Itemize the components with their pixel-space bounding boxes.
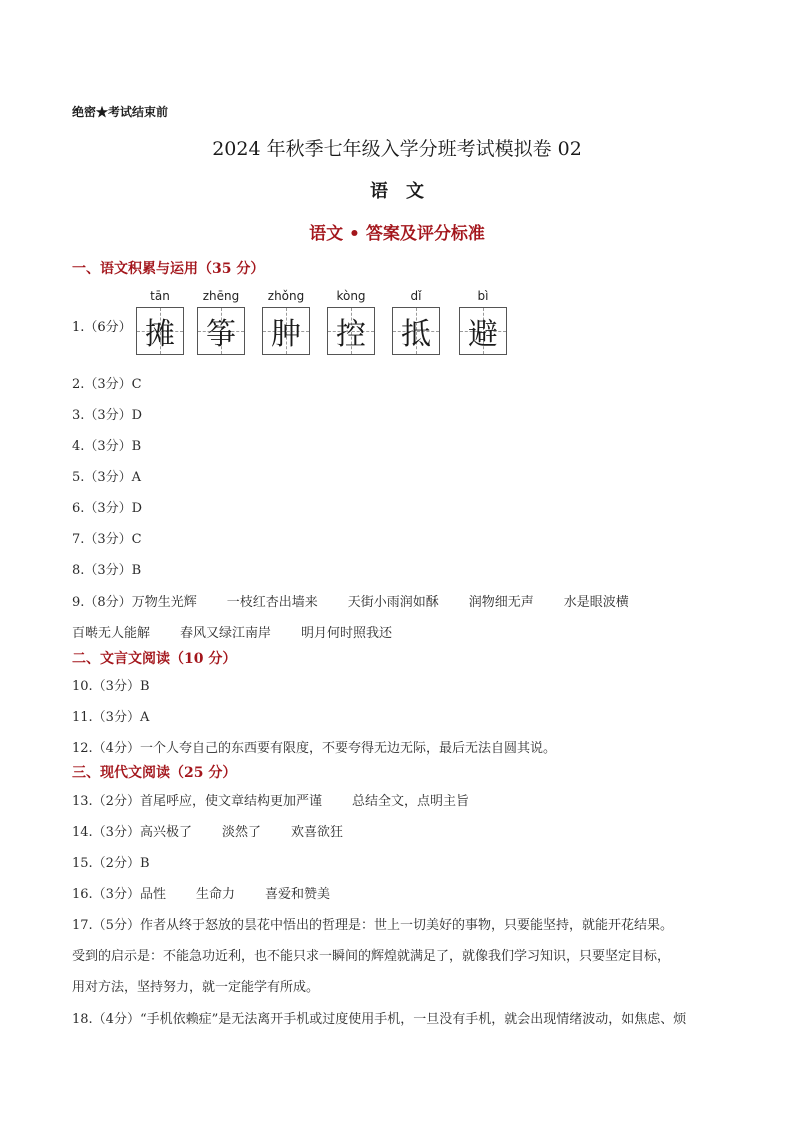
tianzige-box [197, 307, 245, 355]
answer-line: 7.（3分）C [72, 532, 142, 547]
answer-line-q16 [72, 883, 330, 902]
answer-fragment: 百啭无人能解 [72, 626, 151, 641]
tianzige-box [392, 307, 440, 355]
answer-fragment: 品性 [139, 887, 166, 902]
hanzi-answer: 筝 [206, 317, 236, 352]
tianzige-box [262, 307, 310, 355]
answer-fragment: 喜爱和赞美 [264, 887, 330, 902]
question-label: 9.（8分） [72, 595, 132, 610]
answer-line-q9 [72, 591, 629, 610]
answer-line: 用对方法，坚持努力，就一定能学有所成。 [72, 980, 320, 995]
subject-title: 语文 [370, 181, 442, 202]
answer-key-title: 语文 • 答案及评分标准 [309, 224, 485, 244]
answer-line: 2.（3分）C [72, 377, 142, 392]
answer-line: 17.（5分）作者从终于怒放的昙花中悟出的哲理是：世上一切美好的事物，只要能坚持，就能开花结果。 [72, 918, 673, 933]
answer-line: 10.（3分）B [72, 679, 150, 694]
answer-fragment: 天街小雨润如酥 [347, 595, 439, 610]
pinyin-label: dǐ [410, 289, 422, 303]
pinyin-label: tān [150, 289, 170, 303]
answer-line: 4.（3分）B [72, 439, 142, 454]
answer-fragment: 淡然了 [221, 825, 261, 840]
hanzi-answer: 避 [468, 317, 498, 352]
section-heading-3: 三、现代文阅读（25 分） [72, 765, 237, 781]
hanzi-answer: 肿 [271, 317, 301, 352]
question-1-label: 1.（6分） [72, 320, 132, 335]
answer-line: 18.（4分）“手机依赖症”是无法离开手机或过度使用手机，一旦没有手机，就会出现情绪波动，如焦虑、烦 [72, 1012, 687, 1027]
page-title: 2024 年秋季七年级入学分班考试模拟卷 02 [212, 138, 582, 160]
answer-fragment: 一枝红杏出墙来 [226, 595, 318, 610]
answer-fragment: 首尾呼应，使文章结构更加严谨 [139, 794, 322, 809]
answer-fragment: 高兴极了 [139, 825, 192, 840]
answer-fragment: 生命力 [195, 887, 235, 902]
confidential-label: 绝密★考试结束前 [72, 105, 169, 119]
answer-line: 5.（3分）A [72, 470, 142, 485]
question-label: 14.（3分） [72, 825, 140, 840]
tianzige-box [459, 307, 507, 355]
hanzi-answer: 摊 [145, 317, 175, 352]
answer-fragment: 万物生光辉 [131, 595, 197, 610]
pinyin-label: zhǒng [267, 289, 305, 303]
pinyin-label: zhēng [202, 289, 240, 303]
pinyin-label: bì [477, 289, 489, 303]
question-label: 16.（3分） [72, 887, 140, 902]
answer-line-q13 [72, 790, 469, 809]
answer-line: 6.（3分）D [72, 501, 143, 516]
answer-fragment: 润物细无声 [468, 595, 534, 610]
pinyin-label: kòng [336, 289, 366, 303]
answer-fragment: 总结全文，点明主旨 [351, 794, 469, 809]
answer-line-q14 [72, 821, 343, 840]
answer-line: 受到的启示是：不能急功近利，也不能只求一瞬间的辉煌就满足了，就像我们学习知识，只要坚定目标， [72, 949, 671, 964]
section-heading-2: 二、文言文阅读（10 分） [72, 651, 237, 667]
answer-fragment: 水是眼波横 [563, 595, 629, 610]
answer-line: 8.（3分）B [72, 563, 142, 578]
tianzige-box [136, 307, 184, 355]
answer-line: 12.（4分）一个人夸自己的东西要有限度，不要夸得无边无际，最后无法自圆其说。 [72, 741, 556, 756]
section-heading-1: 一、语文积累与运用（35 分） [72, 261, 265, 277]
hanzi-answer: 控 [336, 317, 366, 352]
question-label: 13.（2分） [72, 794, 140, 809]
answer-line: 3.（3分）D [72, 408, 143, 423]
answer-line-q9-cont [72, 622, 392, 641]
answer-fragment: 欢喜欲狂 [290, 825, 343, 840]
answer-fragment: 春风又绿江南岸 [180, 626, 272, 641]
tianzige-box [327, 307, 375, 355]
answer-fragment: 明月何时照我还 [301, 626, 393, 641]
answer-line: 15.（2分）B [72, 856, 150, 871]
answer-line: 11.（3分）A [72, 710, 150, 725]
hanzi-answer: 抵 [401, 317, 431, 352]
